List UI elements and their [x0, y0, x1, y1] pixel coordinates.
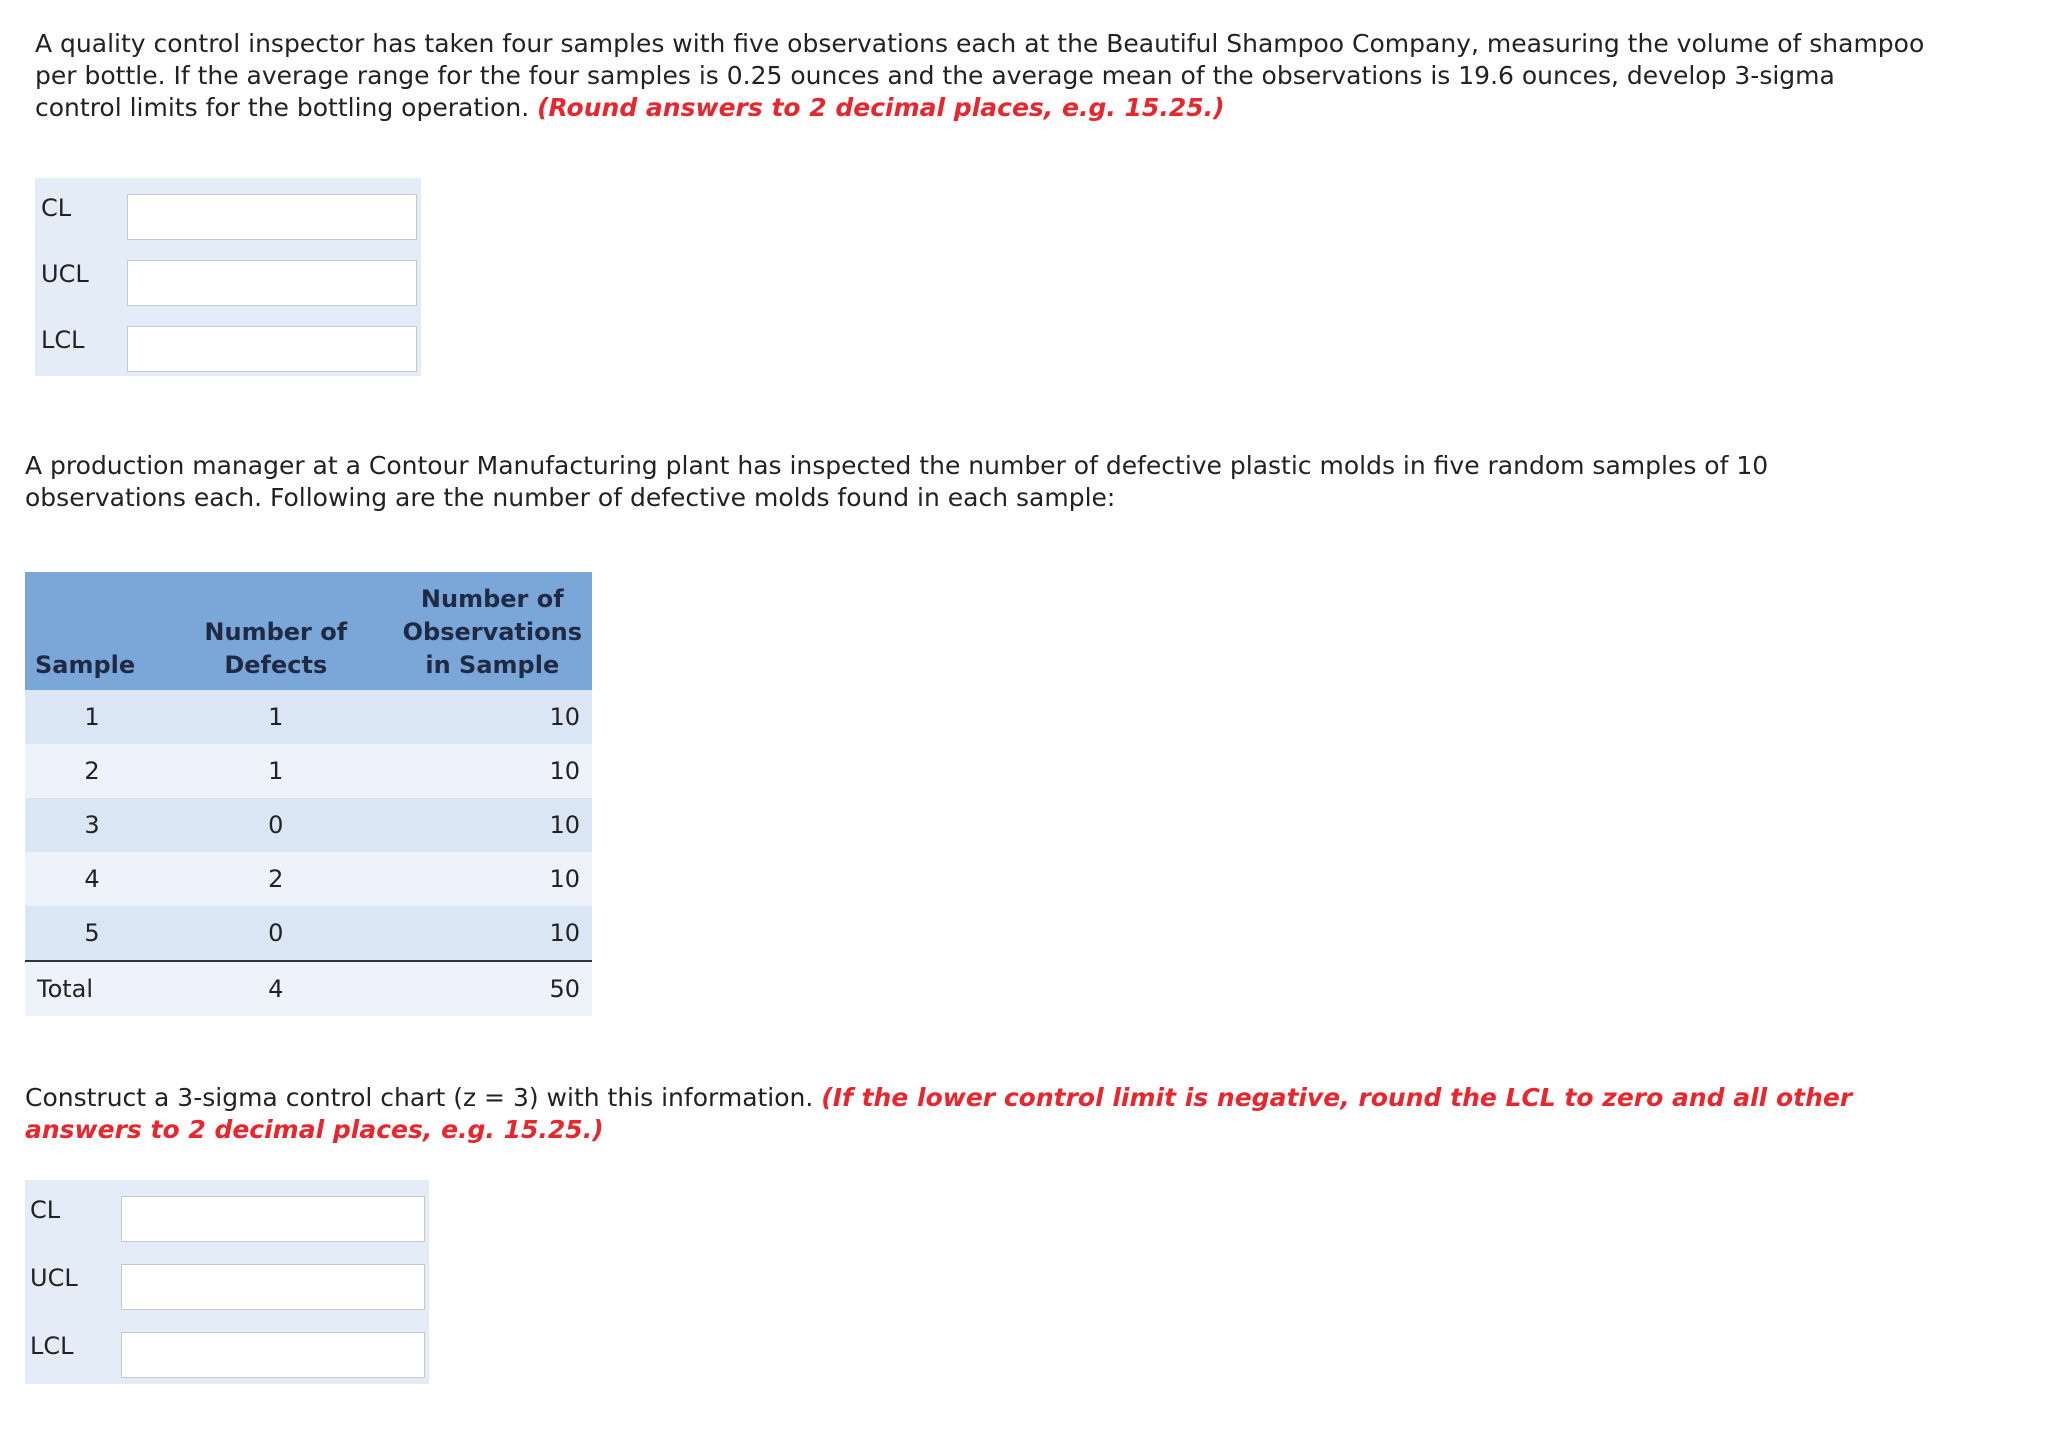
cell-sample: 1 — [25, 690, 159, 744]
problem1-ucl-input[interactable] — [127, 260, 417, 306]
ucl-label: UCL — [41, 260, 89, 288]
table-header-row — [25, 572, 592, 690]
problem1-cl-row — [35, 178, 421, 244]
problem1-text — [35, 28, 1925, 124]
cell-observations: 10 — [393, 744, 592, 798]
problem2-rounding-hint: (If the lower control limit is negative, round the LCL to zero and all other answers to 2 decimal places, e.g. 15.25.) — [25, 1083, 1853, 1144]
problem1-answer-panel — [35, 178, 421, 376]
header-observations-line1: Number of — [420, 585, 564, 613]
cell-observations: 10 — [393, 798, 592, 852]
problem2-lcl-input[interactable] — [121, 1332, 425, 1378]
problem2-question — [25, 1082, 1925, 1146]
cell-defects: 0 — [159, 798, 393, 852]
problem2-ucl-row — [25, 1248, 429, 1316]
cell-total-defects: 4 — [159, 961, 393, 1016]
cell-sample: 3 — [25, 798, 159, 852]
table-row — [25, 690, 592, 744]
lcl-label: LCL — [41, 326, 85, 354]
header-defects — [159, 572, 393, 690]
table-row — [25, 798, 592, 852]
cell-defects: 0 — [159, 906, 393, 961]
problem2-text: A production manager at a Contour Manufacturing plant has inspected the number of defective plastic molds in five random samples of 10 observations each. Following are the number of defective molds found in each sample: — [25, 451, 1769, 512]
cell-total-label: Total — [25, 961, 159, 1016]
cell-sample: 2 — [25, 744, 159, 798]
problem2-question-text: Construct a 3-sigma control chart (z = 3) with this information. — [25, 1083, 814, 1112]
cl-label: CL — [41, 194, 72, 222]
problem1-lcl-row — [35, 310, 421, 376]
ucl-label: UCL — [30, 1264, 78, 1292]
cell-sample: 5 — [25, 906, 159, 961]
header-defects-line1: Number of — [204, 618, 348, 646]
table-row — [25, 906, 592, 961]
problem2-cl-row — [25, 1180, 429, 1248]
defects-table — [25, 572, 592, 1016]
cell-total-observations: 50 — [393, 961, 592, 1016]
problem1-rounding-hint: (Round answers to 2 decimal places, e.g. 15.25.) — [537, 93, 1225, 122]
table-row — [25, 852, 592, 906]
table-row — [25, 744, 592, 798]
header-observations-line3: in Sample — [425, 651, 560, 679]
problem2-cl-input[interactable] — [121, 1196, 425, 1242]
problem1-ucl-row — [35, 244, 421, 310]
header-observations-line2: Observations — [402, 618, 582, 646]
cell-observations: 10 — [393, 852, 592, 906]
header-sample: Sample — [25, 572, 159, 690]
lcl-label: LCL — [30, 1332, 74, 1360]
cell-sample: 4 — [25, 852, 159, 906]
problem1-statement: A quality control inspector has taken four samples with five observations each at the Beautiful Shampoo Company, measuring the volume of shampoo per bottle. If the average range for the four samples is 0.25 ounces and the average mean of the observations is 19.6 ounces, develop 3-sigma control limits for the bottling operation. — [35, 29, 1925, 122]
problem2-answer-panel — [25, 1180, 429, 1384]
cl-label: CL — [30, 1196, 61, 1224]
problem2-ucl-input[interactable] — [121, 1264, 425, 1310]
cell-defects: 2 — [159, 852, 393, 906]
table-total-row — [25, 961, 592, 1016]
header-defects-line2: Defects — [224, 651, 328, 679]
problem1-cl-input[interactable] — [127, 194, 417, 240]
cell-defects: 1 — [159, 690, 393, 744]
header-observations — [393, 572, 592, 690]
cell-defects: 1 — [159, 744, 393, 798]
cell-observations: 10 — [393, 906, 592, 961]
problem1-lcl-input[interactable] — [127, 326, 417, 372]
cell-observations: 10 — [393, 690, 592, 744]
problem2-lcl-row — [25, 1316, 429, 1384]
